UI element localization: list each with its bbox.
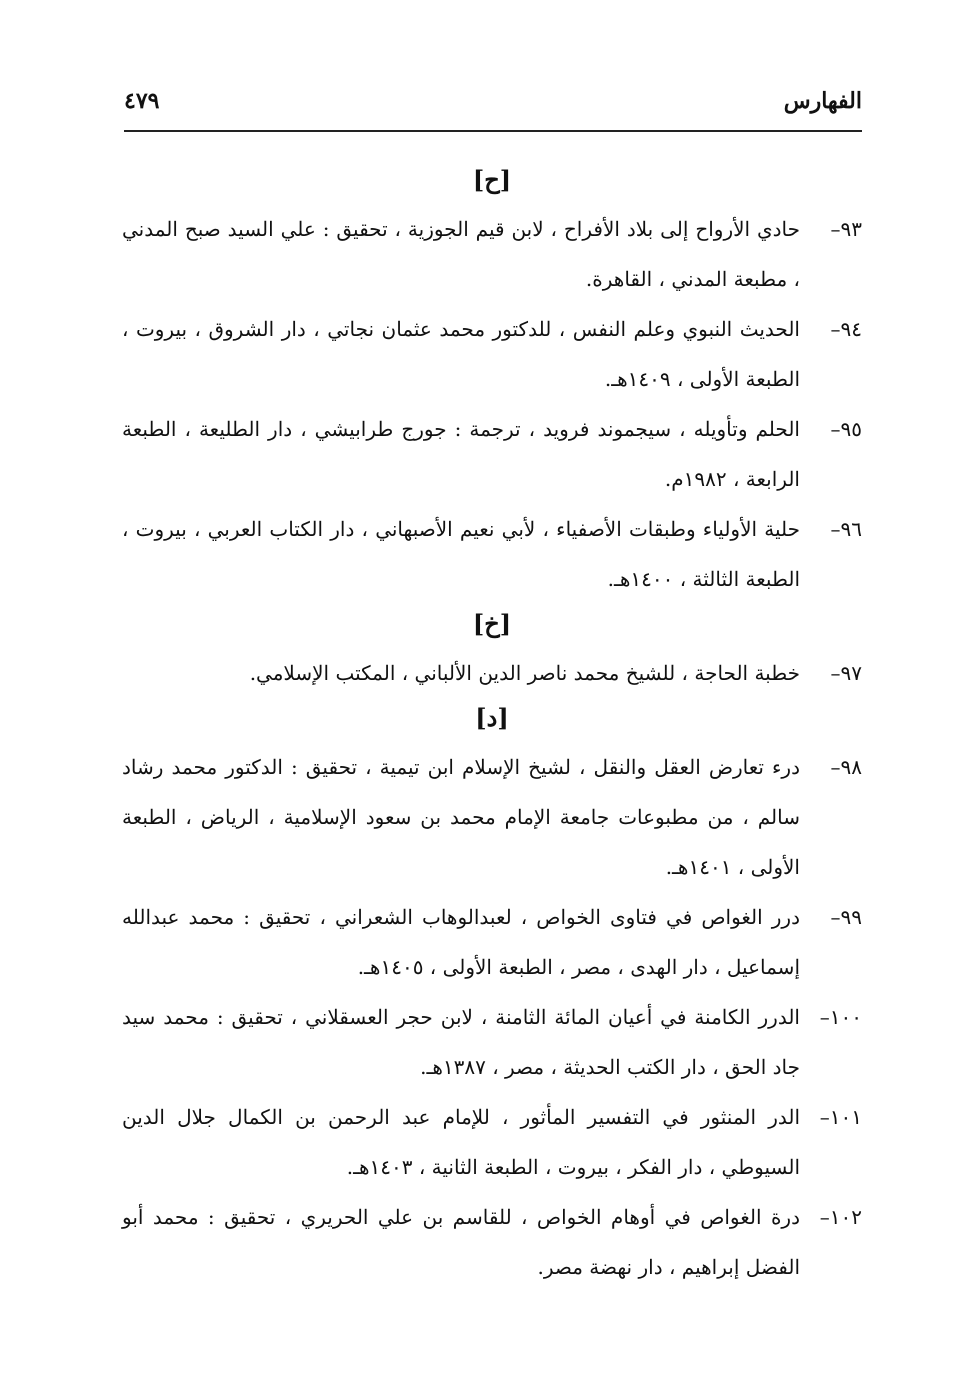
bibliography-entry	[122, 992, 862, 1092]
entry-text: درء تعارض العقل والنقل ، لشيخ الإسلام ابن تيمية ، تحقيق : الدكتور محمد رشاد سالم ، من مطبوعات جامعة الإمام محمد بن سعود الإسلامية ، الرياض ، الطبعة الأولى ، ١٤٠١هـ.	[122, 755, 800, 879]
entry-number: ٩٧–	[830, 661, 862, 685]
entry-text: حادي الأرواح إلى بلاد الأفراح ، لابن قيم الجوزية ، تحقيق : علي السيد صبح المدني ، مطبعة المدني ، القاهرة.	[122, 217, 800, 291]
running-head	[124, 88, 862, 128]
section-heading-khaa: [خ]	[472, 609, 512, 638]
entry-text: الدر المنثور في التفسير المأثور ، للإمام عبد الرحمن بن الكمال جلال الدين السيوطي ، دار الفكر ، بيروت ، الطبعة الثانية ، ١٤٠٣هـ.	[122, 1105, 800, 1179]
bibliography-entry	[122, 404, 862, 504]
section-heading-haa: [ح]	[472, 165, 512, 194]
bibliography-entry	[122, 892, 862, 992]
bibliography-entry	[122, 204, 862, 304]
bibliography-entry	[122, 304, 862, 404]
entry-number: ٩٦–	[830, 517, 862, 541]
entry-text: الدرر الكامنة في أعيان المائة الثامنة ، لابن حجر العسقلاني ، تحقيق : محمد سيد جاد الحق ، دار الكتب الحديثة ، مصر ، ١٣٨٧هـ.	[122, 1005, 800, 1079]
bibliography-entry	[122, 1192, 862, 1292]
entry-text: درر الغواص في فتاوى الخواص ، لعبدالوهاب الشعراني ، تحقيق : محمد عبدالله إسماعيل ، دار الهدى ، مصر ، الطبعة الأولى ، ١٤٠٥هـ.	[122, 905, 800, 979]
running-title: الفهارس	[783, 88, 862, 114]
page-number: ٤٧٩	[124, 88, 160, 114]
entry-number: ١٠٠–	[819, 1005, 862, 1029]
entry-number: ١٠٢–	[819, 1205, 862, 1229]
bibliography-entry	[122, 504, 862, 604]
bibliography-entry	[122, 742, 862, 892]
bibliography-entry	[122, 1092, 862, 1192]
entry-text: حلية الأولياء وطبقات الأصفياء ، لأبي نعيم الأصبهاني ، دار الكتاب العربي ، بيروت ، الطبعة الثالثة ، ١٤٠٠هـ.	[122, 517, 800, 591]
section-heading-dal: [د]	[475, 703, 509, 732]
entry-number: ٩٩–	[830, 905, 862, 929]
bibliography-list	[122, 160, 862, 1292]
entry-number: ٩٣–	[830, 217, 862, 241]
entry-number: ٩٤–	[830, 317, 862, 341]
entry-text: الحديث النبوي وعلم النفس ، للدكتور محمد عثمان نجاتي ، دار الشروق ، بيروت ، الطبعة الأولى ، ١٤٠٩هـ.	[122, 317, 800, 391]
entry-number: ١٠١–	[819, 1105, 862, 1129]
entry-text: الحلم وتأويله ، سيجموند فرويد ، ترجمة : جورج طرابيشي ، دار الطليعة ، الطبعة الرابعة ، ١٩٨٢م.	[122, 417, 800, 491]
entry-text: درة الغواص في أوهام الخواص ، للقاسم بن علي الحريري ، تحقيق : محمد أبو الفضل إبراهيم ، دار نهضة مصر.	[122, 1205, 800, 1279]
entry-text: خطبة الحاجة ، للشيخ محمد ناصر الدين الألباني ، المكتب الإسلامي.	[249, 661, 800, 685]
header-rule	[124, 130, 862, 132]
entry-number: ٩٥–	[830, 417, 862, 441]
entry-number: ٩٨–	[830, 755, 862, 779]
bibliography-entry	[122, 648, 862, 698]
